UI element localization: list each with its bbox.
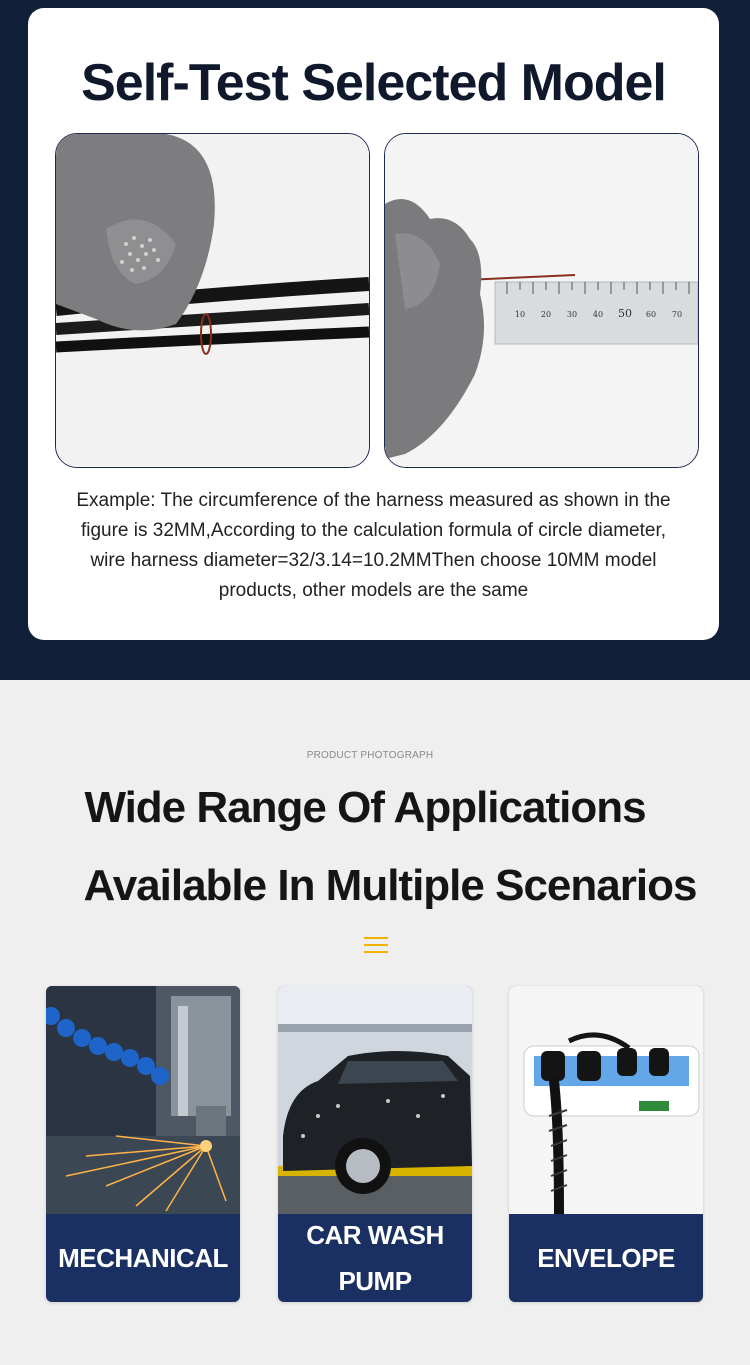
power-strip-photo xyxy=(509,986,703,1214)
ruler-tick-label: 50 xyxy=(618,307,632,320)
ruler-tick-label: 10 xyxy=(514,310,526,319)
ruler-measurement-photo xyxy=(384,133,699,468)
ruler-tick-label: 70 xyxy=(671,310,683,319)
ruler-tick-label: 40 xyxy=(592,310,604,319)
card-label: ENVELOPE xyxy=(537,1243,675,1273)
measuring-cable-photo xyxy=(55,133,370,468)
applications-headline-line-2: Available In Multiple Scenarios xyxy=(83,861,697,910)
application-card-envelope xyxy=(509,986,703,1302)
car-wash-photo xyxy=(278,986,472,1214)
card-label: MECHANICAL xyxy=(58,1243,228,1273)
measurement-caption: Example: The circumference of the harness measured as shown in the figure is 32MM,According to the calculation formula of circle diameter, wire harness diameter=32/3.14=10.2MMThen choose 10MM model products, other models are the same xyxy=(76,490,671,601)
application-card-car-wash-pump xyxy=(278,986,472,1302)
ruler-tick-label: 30 xyxy=(566,310,578,319)
model-selection-card xyxy=(28,8,719,640)
menu-lines-icon xyxy=(364,935,388,955)
model-selection-section xyxy=(0,0,750,680)
section-eyebrow: PRODUCT PHOTOGRAPH xyxy=(306,750,434,761)
applications-headline-line-1: Wide Range Of Applications xyxy=(84,783,646,832)
card-label: CAR WASH PUMP xyxy=(306,1220,444,1296)
section-title: Self-Test Selected Model xyxy=(81,54,666,112)
ruler-tick-label: 60 xyxy=(645,310,657,319)
application-card-mechanical xyxy=(46,986,240,1302)
mechanical-photo xyxy=(46,986,240,1214)
ruler-tick-label: 20 xyxy=(540,310,552,319)
